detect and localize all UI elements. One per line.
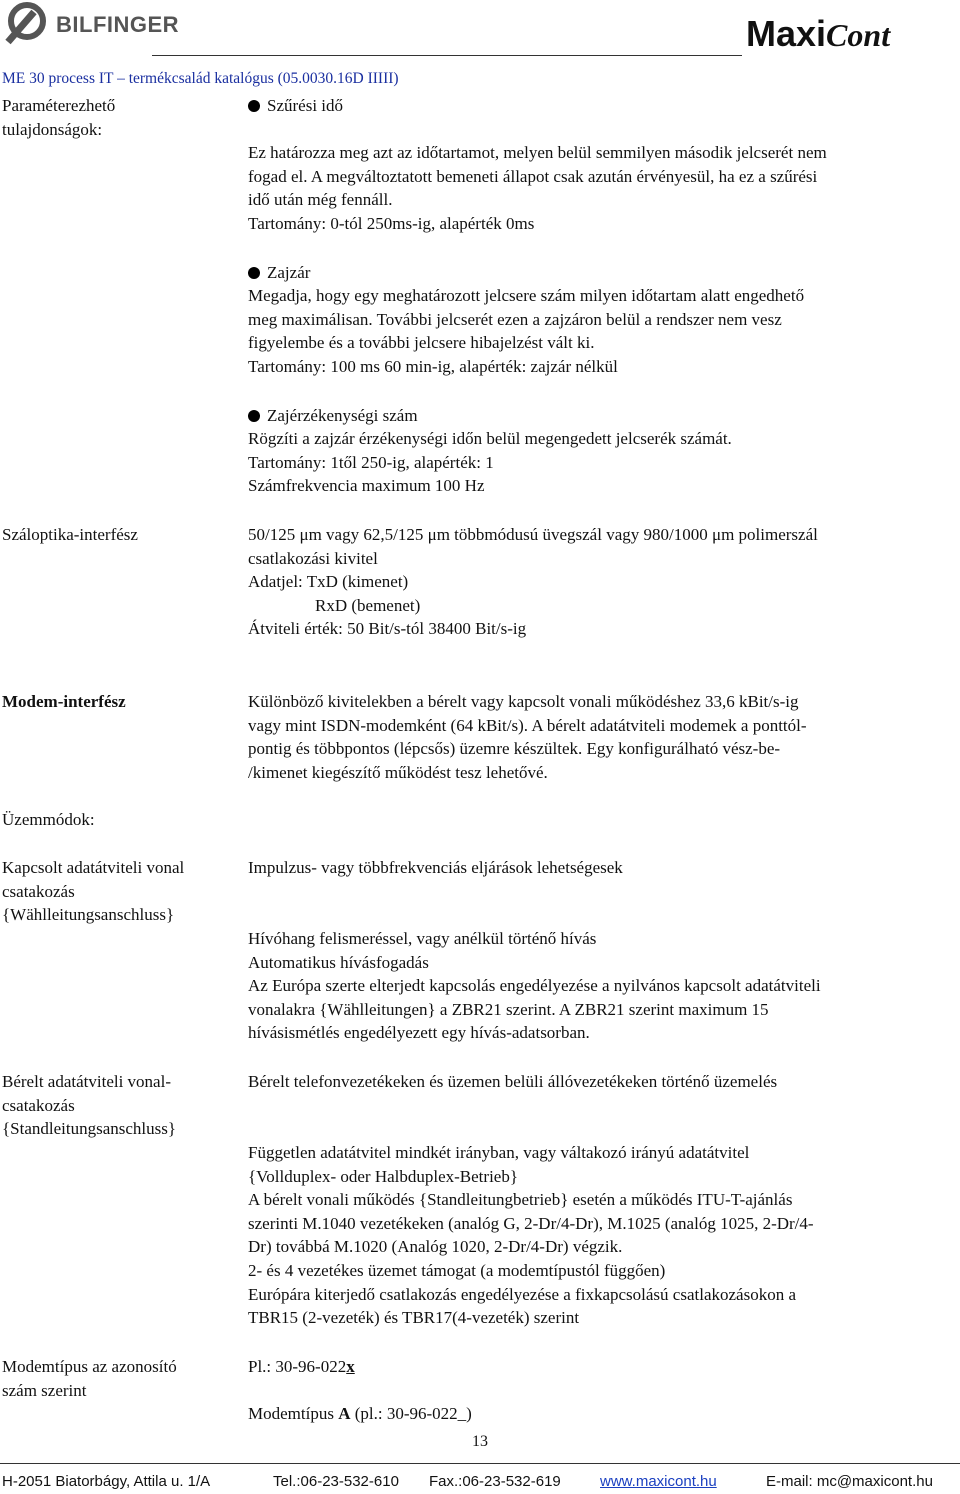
operating-modes-label: Üzemmódok: <box>2 810 95 829</box>
label-line: Kapcsolt adatátviteli vonal <box>2 858 185 877</box>
noise-lock-title: Zajzár <box>248 261 310 285</box>
body-line: Független adatátvitel mindkét irányban, vagy váltakozó irányú adatátvitel <box>248 1143 750 1162</box>
modem-interface-label: Modem-interfész <box>2 692 126 711</box>
noise-sensitivity-title: Zajérzékenységi szám <box>248 404 418 428</box>
body-line: A bérelt vonali működés {Standleitungbetrieb} esetén a működés ITU-T-ajánlás <box>248 1190 793 1210</box>
body-line: pontig és többpontos (lépcsős) üzemre készültek. Egy konfigurálható vész-be- <box>248 739 781 759</box>
modem-type-label <box>2 1355 177 1402</box>
modem-type-line <box>248 1402 472 1426</box>
param-label-line: tulajdonságok: <box>2 119 103 139</box>
header-rule <box>152 55 742 56</box>
body-line: vagy mint ISDN-modemként (64 kBit/s). A bérelt adatátviteli modemek a ponttól- <box>248 715 807 735</box>
body-line: szerinti M.1040 vezetékeken (analóg G, 2-Dr/4-Dr), M.1025 (analóg 1025, 2-Dr/4- <box>248 1213 814 1233</box>
body-line: Adatjel: TxD (kimenet) <box>248 572 409 592</box>
label-line: Modemtípus az azonosító <box>2 1357 177 1376</box>
switched-line-label <box>2 856 184 927</box>
modem-type-example <box>248 1355 355 1379</box>
leased-line-label <box>2 1070 176 1141</box>
noise-lock-body <box>248 284 804 378</box>
body-line: Átviteli érték: 50 Bit/s-tól 38400 Bit/s-ig <box>248 619 527 639</box>
type-suffix: (pl.: 30-96-022_) <box>350 1404 472 1423</box>
body-line: Tartomány: 100 ms 60 min-ig, alapérték: zajzár nélkül <box>248 356 618 376</box>
body-line: Európára kiterjedő csatlakozás engedélyezése a fixkapcsolású csatlakozásokon a <box>248 1284 797 1304</box>
body-line: vonalakra {Wählleitungen} a ZBR21 szerint. A ZBR21 szerint maximum 15 <box>248 999 769 1019</box>
label-line: {Standleitungsanschluss} <box>2 1119 177 1139</box>
leased-line-body <box>248 1141 814 1330</box>
body-line: Rögzíti a zajzár érzékenységi időn belül megengedett jelcserék számát. <box>248 429 732 448</box>
body-line: Megadja, hogy egy meghatározott jelcsere szám milyen időtartam alatt engedhető <box>248 286 805 305</box>
label-line: Bérelt adatátviteli vonal- <box>2 1072 171 1091</box>
param-label-line: Paraméterezhető <box>2 96 116 115</box>
footer-address: H-2051 Biatorbágy, Attila u. 1/A <box>2 1473 211 1490</box>
body-line: hívásismétlés engedélyezett egy hívás-adatsorban. <box>248 1023 590 1043</box>
fiber-interface-body <box>248 523 818 641</box>
body-line: Az Európa szerte elterjedt kapcsolás engedélyezése a nyilvános kapcsolt adatátviteli <box>248 976 821 996</box>
body-line: Tartomány: 1től 250-ig, alapérték: 1 <box>248 452 494 472</box>
body-line: Különböző kivitelekben a bérelt vagy kapcsolt vonali működéshez 33,6 kBit/s-ig <box>248 692 799 711</box>
body-line: Hívóhang felismeréssel, vagy anélkül történő hívás <box>248 929 597 948</box>
switched-line-first: Impulzus- vagy többfrekvenciás eljárások lehetségesek <box>248 858 623 877</box>
label-line: csatakozás <box>2 1095 75 1115</box>
footer-web-link[interactable]: www.maxicont.hu <box>600 1473 717 1490</box>
footer-email: E-mail: mc@maxicont.hu <box>766 1473 933 1490</box>
body-line: Ez határozza meg azt az időtartamot, melyen belül semmilyen második jelcserét nem <box>248 143 827 162</box>
footer-tel: Tel.:06-23-532-610 <box>273 1473 399 1490</box>
header <box>0 0 960 92</box>
switched-line-body <box>248 927 821 1045</box>
example-suffix: x <box>346 1357 355 1376</box>
body-line: Automatikus hívásfogadás <box>248 952 429 972</box>
body-line: idő után még fennáll. <box>248 190 393 210</box>
fiber-interface-label: Száloptika-interfész <box>2 525 138 544</box>
label-line: {Wählleitungsanschluss} <box>2 905 175 925</box>
body-line: {Vollduplex- oder Halbduplex-Betrieb} <box>248 1166 518 1186</box>
example-prefix: Pl.: 30-96-022 <box>248 1357 347 1376</box>
body-line: Dr) továbbá M.1020 (Analóg 1020, 2-Dr/4-Dr) végzik. <box>248 1237 623 1257</box>
label-line: szám szerint <box>2 1380 87 1400</box>
body-line: 2- és 4 vezetékes üzemet támogat (a modemtípustól függően) <box>248 1260 666 1280</box>
noise-sensitivity-body <box>248 427 732 498</box>
filter-time-body <box>248 141 827 235</box>
brand-logo <box>746 13 891 54</box>
brand-maxi: Maxi <box>746 13 827 54</box>
filter-time-title: Szűrési idő <box>248 94 343 118</box>
body-line: 50/125 μm vagy 62,5/125 μm többmódusú üvegszál vagy 980/1000 μm polimerszál <box>248 525 818 544</box>
doc-title-line: ME 30 process IT – termékcsalád katalógus (05.0030.16D IIIII) <box>2 70 399 87</box>
body-line: meg maximálisan. További jelcserét ezen a zajzáron belül a rendszer nem vesz <box>248 309 782 329</box>
page-number: 13 <box>472 1433 488 1450</box>
param-label <box>2 94 115 141</box>
body-line: /kimenet kiegészítő működést tesz lehetővé. <box>248 762 548 782</box>
body-line: figyelembe és a további jelcsere hibajelzést vált ki. <box>248 333 595 353</box>
bilfinger-logo-icon <box>4 2 50 46</box>
modem-interface-body <box>248 690 807 784</box>
type-prefix: Modemtípus <box>248 1404 339 1423</box>
logo-text: BILFINGER <box>56 12 180 37</box>
brand-cont: Cont <box>826 17 891 53</box>
body-line: Tartomány: 0-tól 250ms-ig, alapérték 0ms <box>248 213 535 233</box>
body-line: TBR15 (2-vezeték) és TBR17(4-vezeték) szerint <box>248 1308 580 1328</box>
body-line: fogad el. A megváltoztatott bemeneti állapot csak azután érvényesül, ha ez a szűrési <box>248 166 818 186</box>
leased-line-first: Bérelt telefonvezetékeken és üzemen belüli állóvezetékeken történő üzemelés <box>248 1072 778 1091</box>
label-line: csatakozás <box>2 881 75 901</box>
footer-fax: Fax.:06-23-532-619 <box>429 1473 561 1490</box>
body-line: RxD (bemenet) <box>315 595 421 615</box>
footer-rule <box>0 1463 960 1464</box>
bilfinger-logo <box>4 2 194 46</box>
body-line: csatlakozási kivitel <box>248 548 378 568</box>
body-line: Számfrekvencia maximum 100 Hz <box>248 476 485 496</box>
type-letter: A <box>338 1404 351 1423</box>
